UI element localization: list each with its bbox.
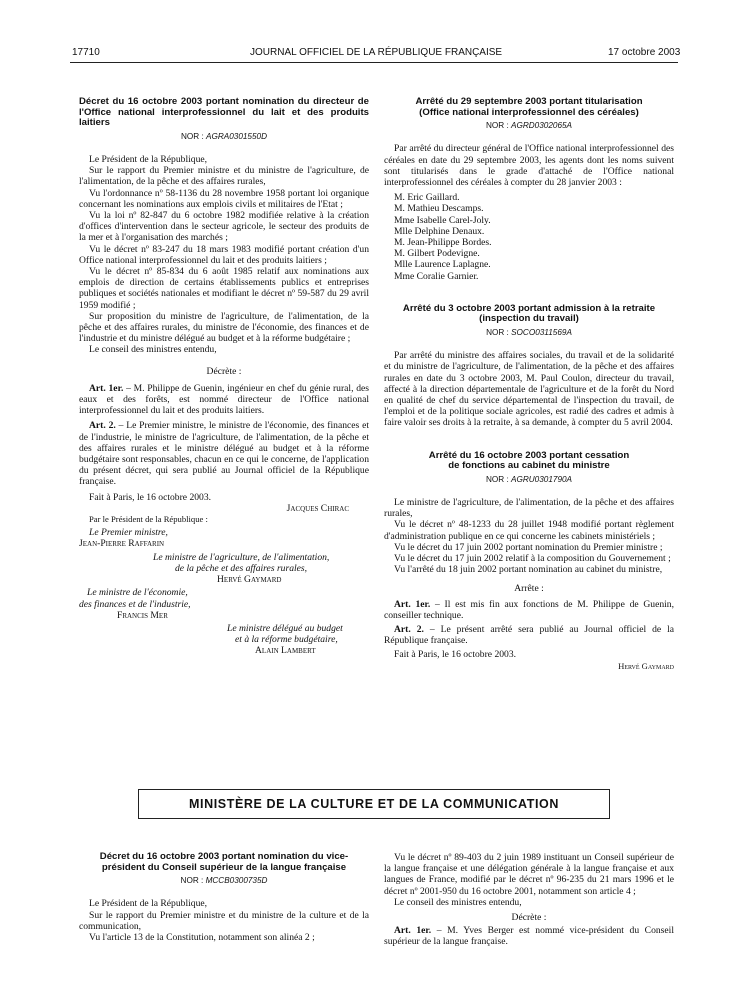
- decree-para: Vu le décret nº 85-834 du 6 août 1985 relatif aux nominations aux emplois de direction de certains établissements publics et entreprises publiques et sociétés nationales et modifiant le décret nº 59-587 du 29 avril 1959 modifié ;: [79, 266, 369, 311]
- signer-name: Jacques Chirac: [286, 502, 349, 514]
- agri-title: Le ministre de l'agriculture, de l'alimentation,: [153, 551, 330, 563]
- bottom-decree-para: Le Président de la République,: [89, 898, 208, 910]
- agents-list: [384, 192, 674, 282]
- by-president: Par le Président de la République :: [89, 514, 208, 525]
- bottom-decree-title: Décret du 16 octobre 2003 portant nomination du vice-président du Conseil supérieur de la langue française: [99, 851, 349, 873]
- decree-decrete: Décrète :: [206, 365, 242, 377]
- bottom-right-decrete: Décrète :: [511, 912, 547, 924]
- arrete1-title: Arrêté du 29 septembre 2003 portant titularisation (Office national interprofessionnel des céréales): [415, 96, 643, 118]
- decree-title: Décret du 16 octobre 2003 portant nomination du directeur de l'Office national interprofessionnel du lait et des produits laitiers: [79, 96, 369, 129]
- arrete1-nor: NOR : AGRD0302065A: [485, 121, 573, 131]
- pm-name: Jean-Pierre Raffarin: [79, 538, 165, 550]
- list-item: Mme Isabelle Carel-Joly.: [394, 214, 491, 226]
- list-item: Mlle Delphine Denaux.: [394, 225, 485, 237]
- left-decree: [79, 97, 369, 657]
- arrete3-para: Vu le décret du 17 juin 2002 relatif à la composition du Gouvernement ;: [394, 553, 671, 565]
- list-item: M. Mathieu Descamps.: [394, 203, 484, 215]
- agri-name: Hervé Gaymard: [217, 574, 282, 586]
- decree-done: Fait à Paris, le 16 octobre 2003.: [89, 491, 212, 503]
- arrete2-para: Par arrêté du ministre des affaires sociales, du travail et de la solidarité et du ministre de l'agriculture, de l'alimentation, de la pêche et des affaires rurales en date du 3 octobre 2003, M. Paul Coulon, directeur du travail, affecté à la direction départementale de l'agriculture et de la forêt du Nord en qualité de chef du service départemental de l'inspection du travail, de l'emploi et de la politique sociale agricoles, est radié des cadres et admis à faire valoir ses droits à la retraite, à sa demande, à compter du 5 avril 2004.: [384, 350, 674, 429]
- decree-article-1: Art. 1er. – M. Philippe de Guenin, ingénieur en chef du génie rural, des eaux et des forêts, est nommé directeur de l'Office national interprofessionnel du lait et des produits laitiers.: [79, 382, 369, 417]
- bottom-left-decree: [79, 852, 369, 943]
- decree-para: Le Président de la République,: [89, 153, 208, 165]
- budget-title: Le ministre délégué au budget: [227, 622, 343, 634]
- budget-name: Alain Lambert: [255, 645, 316, 657]
- decree-para: Le conseil des ministres entendu,: [89, 344, 217, 356]
- arrete2-nor: NOR : SOCO0311569A: [486, 328, 572, 338]
- decree-para: Sur le rapport du Premier ministre et du ministre de l'agriculture, de l'alimentation, de la pêche et des affaires rurales,: [79, 165, 369, 188]
- bottom-right-para: Le conseil des ministres entendu,: [394, 896, 522, 908]
- list-item: Mme Coralie Garnier.: [394, 270, 479, 282]
- list-item: M. Jean-Philippe Bordes.: [394, 237, 492, 249]
- arrete3-arrete: Arrête :: [514, 583, 544, 595]
- decree-para: Vu l'ordonnance nº 58-1136 du 28 novembre 1958 portant loi organique concernant les nominations aux emplois civils et militaires de l'Etat ;: [79, 187, 369, 210]
- arrete3-title: Arrêté du 16 octobre 2003 portant cessation de fonctions au cabinet du ministre: [428, 449, 630, 472]
- arrete3-signer: Hervé Gaymard: [618, 660, 674, 671]
- arrete3-para: Vu le décret nº 48-1233 du 28 juillet 1948 modifié portant règlement d'administration publique en ce qui concerne les cabinets ministériels ;: [384, 519, 674, 542]
- arrete1-para: Par arrêté du directeur général de l'Office national interprofessionnel des céréales en date du 29 septembre 2003, les agents dont les noms suivent sont titularisés dans le grade d'attaché de l'Office national interprofessionnel des céréales à compter du 28 janvier 2003 :: [384, 143, 674, 188]
- arrete2-title: Arrêté du 3 octobre 2003 portant admission à la retraite (inspection du travail): [402, 302, 656, 325]
- bottom-right-article-1: Art. 1er. – M. Yves Berger est nommé vice-président du Conseil supérieur de la langue française.: [384, 925, 675, 948]
- page-number: 17710: [72, 47, 100, 58]
- agri-title-2: de la pêche et des affaires rurales,: [175, 562, 308, 574]
- eco-name: Francis Mer: [117, 609, 168, 621]
- issue-date: 17 octobre 2003: [608, 47, 681, 58]
- arrete3-para: Vu le décret du 17 juin 2002 portant nomination du Premier ministre ;: [394, 541, 663, 553]
- arrete3-nor: NOR : AGRU0301790A: [485, 474, 573, 484]
- decree-para: Vu la loi nº 82-847 du 6 octobre 1982 modifiée relative à la création d'offices d'intervention dans le secteur agricole, le secteur des produits de la mer et à l'organisation des marchés ;: [79, 210, 369, 244]
- arrete3-para: Le ministre de l'agriculture, de l'alimentation, de la pêche et des affaires rurales,: [384, 497, 674, 520]
- budget-title-2: et à la réforme budgétaire,: [235, 634, 338, 646]
- list-item: M. Gilbert Podevigne.: [394, 248, 480, 260]
- list-item: Mlle Laurence Laplagne.: [394, 259, 491, 271]
- arrete3-article-2: Art. 2. – Le présent arrêté sera publié au Journal officiel de la République française.: [384, 624, 674, 647]
- bottom-decree-para: Sur le rapport du Premier ministre et du ministre de la culture et de la communication,: [79, 909, 369, 932]
- bottom-right-decree: [384, 852, 674, 948]
- list-item: M. Eric Gaillard.: [394, 192, 460, 204]
- arrete3-para: Vu l'arrêté du 18 juin 2002 portant nomination au cabinet du ministre,: [394, 564, 663, 576]
- decree-article-2: Art. 2. – Le Premier ministre, le ministre de l'économie, des finances et de l'industrie, le ministre de l'agriculture, de l'alimentation, de la pêche et des affaires rurales et le ministre délégué au budget et à la réforme budgétaire sont responsables, chacun en ce qui le concerne, de l'application du présent décret, qui sera publié au Journal officiel de la République française.: [79, 420, 369, 488]
- journal-title: JOURNAL OFFICIEL DE LA RÉPUBLIQUE FRANÇAISE: [250, 47, 503, 58]
- eco-title-2: des finances et de l'industrie,: [79, 598, 191, 610]
- pm-title: Le Premier ministre,: [89, 527, 168, 539]
- bottom-decree-para: Vu l'article 13 de la Constitution, notamment son alinéa 2 ;: [89, 932, 315, 943]
- decree-para: Vu le décret nº 83-247 du 18 mars 1983 modifié portant création d'un Office national interprofessionnel du lait et des produits laitiers ;: [79, 243, 369, 266]
- eco-title: Le ministre de l'économie,: [87, 587, 188, 599]
- right-column: [384, 97, 674, 672]
- bottom-decree-nor: NOR : MCCB0300735D: [180, 876, 268, 886]
- decree-nor: NOR : AGRA0301550D: [180, 131, 268, 141]
- arrete3-done: Fait à Paris, le 16 octobre 2003.: [394, 649, 517, 661]
- bottom-right-para: Vu le décret nº 89-403 du 2 juin 1989 instituant un Conseil supérieur de la langue française et une délégation générale à la langue française et aux langues de France, modifié par le décret nº 96-235 du 21 mars 1996 et le décret nº 2001-950 du 16 octobre 2001, notamment son article 4 ;: [384, 852, 674, 897]
- arrete3-article-1: Art. 1er. – Il est mis fin aux fonctions de M. Philippe de Guenin, conseiller technique.: [384, 598, 674, 621]
- decree-para: Sur proposition du ministre de l'agriculture, de l'alimentation, de la pêche et des affaires rurales, du ministre de l'économie, des finances et de l'industrie et du ministre délégué au budget et à la réforme budgétaire ;: [79, 310, 369, 345]
- header-rule: [70, 62, 678, 63]
- ministry-banner: MINISTÈRE DE LA CULTURE ET DE LA COMMUNICATION: [138, 789, 610, 819]
